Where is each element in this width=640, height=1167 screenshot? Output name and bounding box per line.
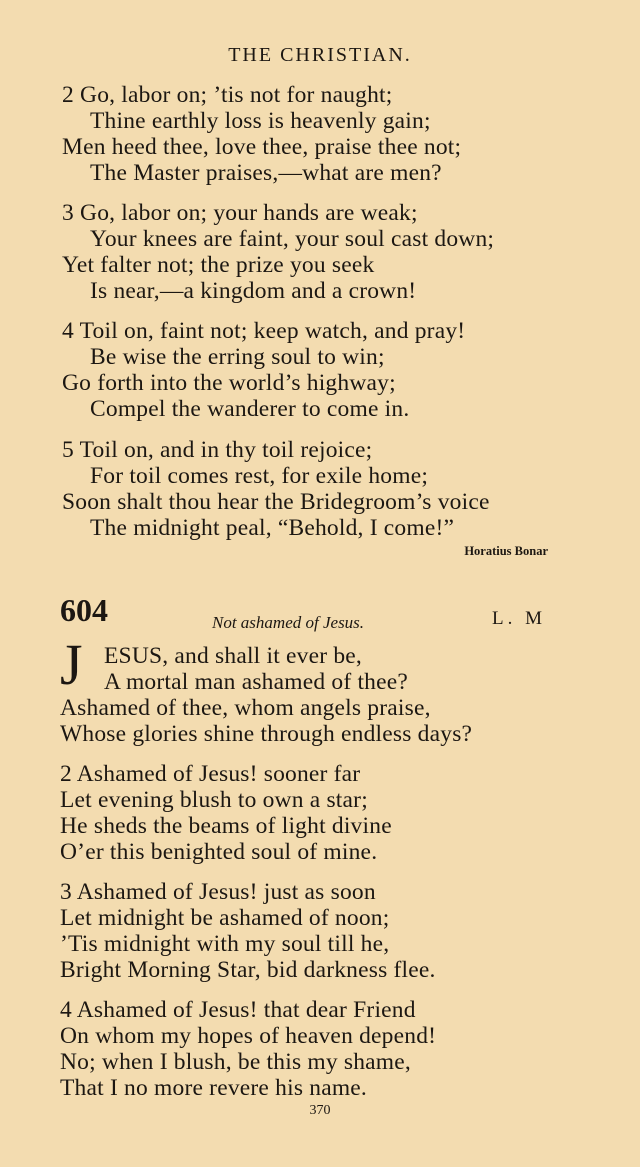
- verse-line: The midnight peal, “Behold, I come!”: [90, 515, 455, 541]
- verse-line: 3 Go, labor on; your hands are weak;: [62, 200, 418, 226]
- verse-line: That I no more revere his name.: [60, 1075, 368, 1101]
- verse-line: 4 Toil on, faint not; keep watch, and pray!: [62, 318, 466, 344]
- verse-line: Go forth into the world’s highway;: [62, 370, 396, 396]
- verse-line: 3 Ashamed of Jesus! just as soon: [60, 879, 376, 905]
- verse-line: Yet falter not; the prize you seek: [62, 252, 375, 278]
- verse-line: Let midnight be ashamed of noon;: [60, 905, 390, 931]
- verse-line: Whose glories shine through endless days?: [60, 721, 473, 747]
- running-head: THE CHRISTIAN.: [228, 44, 412, 66]
- verse-line: Compel the wanderer to come in.: [90, 396, 410, 422]
- verse-line: Be wise the erring soul to win;: [90, 344, 385, 370]
- verse-line: Soon shalt thou hear the Bridegroom’s voice: [62, 489, 490, 515]
- verse-line: Let evening blush to own a star;: [60, 787, 368, 813]
- verse-line: On whom my hopes of heaven depend!: [60, 1023, 437, 1049]
- verse-line: No; when I blush, be this my shame,: [60, 1049, 411, 1075]
- verse-line: 4 Ashamed of Jesus! that dear Friend: [60, 997, 416, 1023]
- verse-line: Ashamed of thee, whom angels praise,: [60, 695, 431, 721]
- verse-line: For toil comes rest, for exile home;: [90, 463, 429, 489]
- verse-line: O’er this benighted soul of mine.: [60, 839, 378, 865]
- verse-line: He sheds the beams of light divine: [60, 813, 392, 839]
- verse-line: ESUS, and shall it ever be,: [104, 643, 362, 669]
- verse-line: ’Tis midnight with my soul till he,: [60, 931, 390, 957]
- verse-line: The Master praises,—what are men?: [90, 160, 442, 186]
- verse-line: 2 Go, labor on; ’tis not for naught;: [62, 82, 393, 108]
- hymn-title: Not ashamed of Jesus.: [212, 613, 365, 632]
- verse-line: Men heed thee, love thee, praise thee not;: [62, 134, 462, 160]
- verse-line: Your knees are faint, your soul cast down;: [90, 226, 495, 252]
- page-number: 370: [309, 1103, 331, 1118]
- verse-line: Bright Morning Star, bid darkness flee.: [60, 957, 436, 983]
- verse-line: Thine earthly loss is heavenly gain;: [90, 108, 431, 134]
- author-attribution: Horatius Bonar: [464, 544, 548, 558]
- verse-line: 5 Toil on, and in thy toil rejoice;: [62, 437, 373, 463]
- hymn-number: 604: [60, 592, 108, 628]
- verse-line: Is near,—a kingdom and a crown!: [90, 278, 417, 304]
- verse-line: A mortal man ashamed of thee?: [104, 669, 409, 695]
- verse-line: 2 Ashamed of Jesus! sooner far: [60, 761, 361, 787]
- hymn-meter: L. M: [492, 608, 546, 629]
- drop-cap: J: [60, 632, 83, 697]
